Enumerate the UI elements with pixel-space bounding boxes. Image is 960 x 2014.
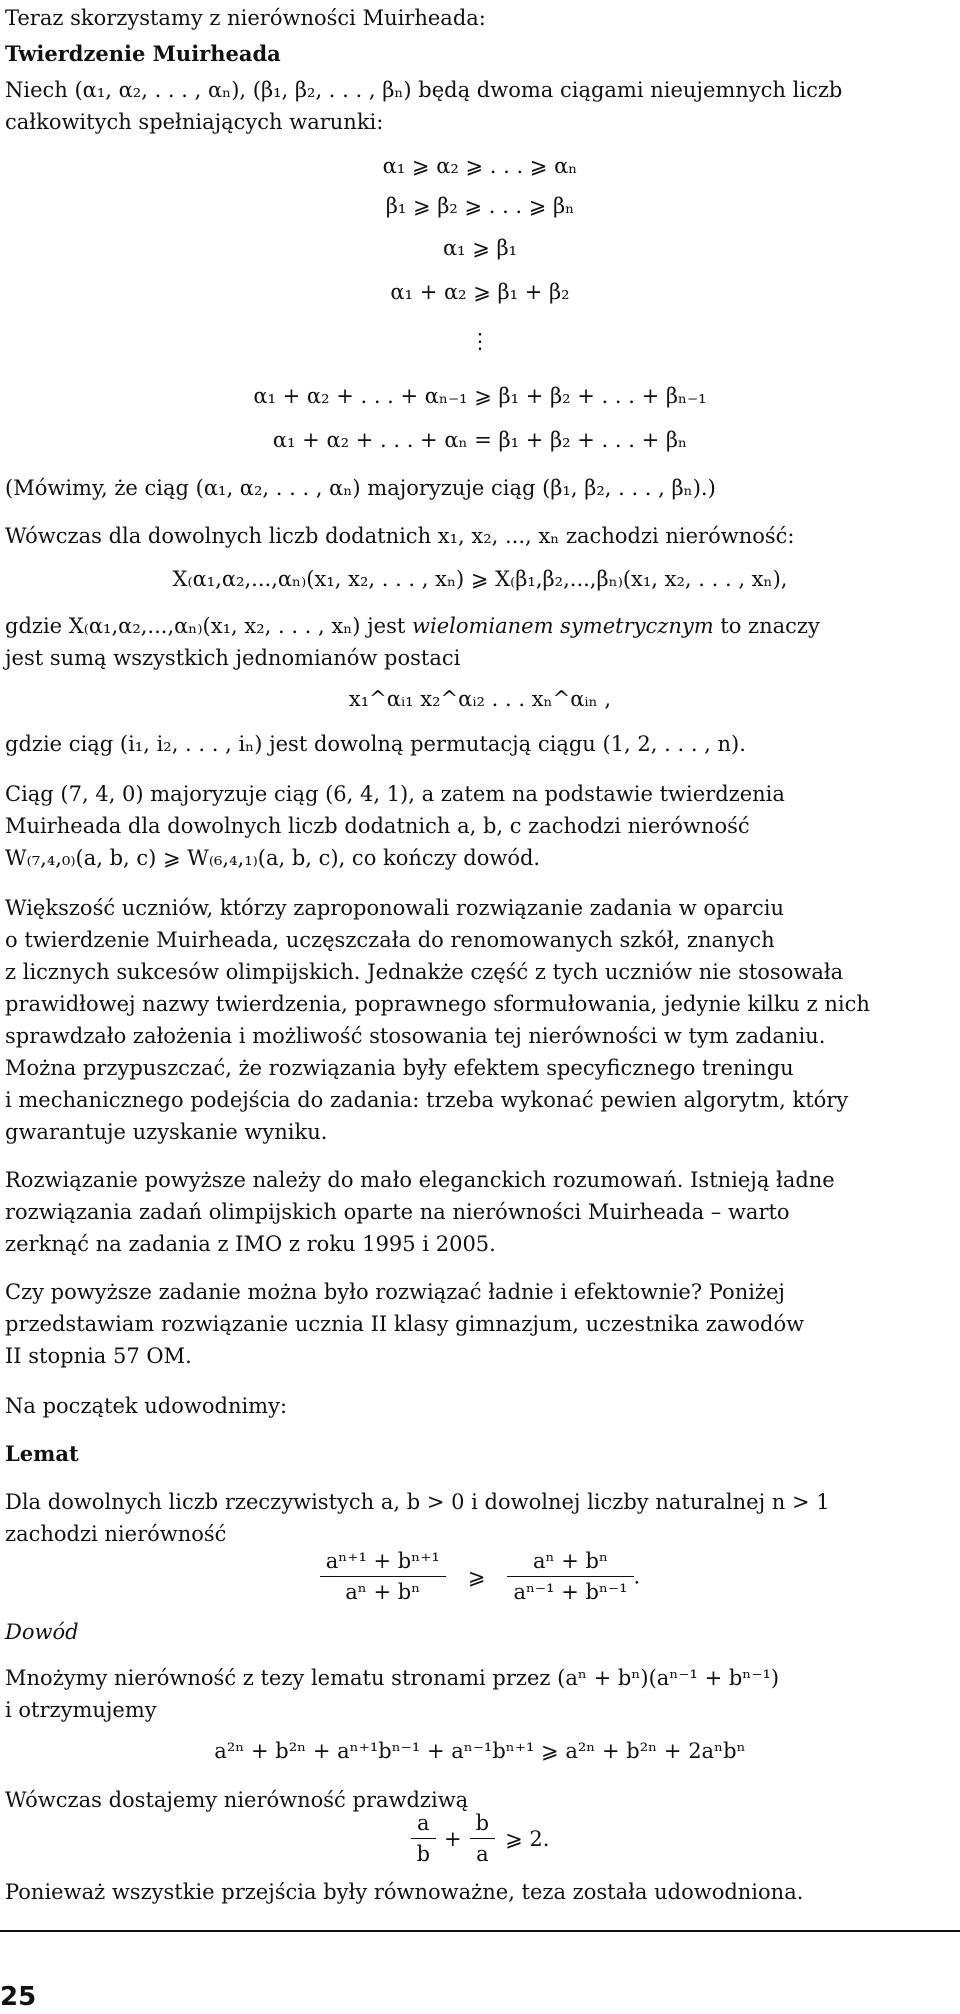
theorem-intro-line-2: całkowitych spełniających warunki:	[5, 110, 384, 134]
sum-line: jest sumą wszystkich jednomianów postaci	[5, 646, 461, 670]
theorem-heading: Twierdzenie Muirheada	[5, 41, 281, 66]
then-true-line: Wówczas dostajemy nierówność prawdziwą	[5, 1788, 469, 1812]
paragraph-4-line-1: Czy powyższe zadanie można było rozwiązać ładnie i efektownie? Poniżej	[5, 1280, 785, 1304]
paragraph-2-line-7: i mechanicznego podejścia do zadania: trzeba wykonać pewien algorytm, który	[5, 1088, 849, 1112]
proof-text-line-1: Mnożymy nierówność z tezy lematu stronami przez (aⁿ + bⁿ)(aⁿ⁻¹ + bⁿ⁻¹)	[5, 1666, 780, 1690]
condition-2: β₁ ⩾ β₂ ⩾ . . . ⩾ βₙ	[385, 194, 575, 218]
lemma-right-fraction	[507, 1546, 633, 1607]
final-fraction-2-denominator: a	[476, 1842, 489, 1866]
where-pre: gdzie X₍α₁,α₂,...,αₙ₎(x₁, x₂, . . . , xₙ) jest	[5, 614, 412, 638]
paragraph-3-line-3: zerknąć na zadania z IMO z roku 1995 i 2005.	[5, 1232, 496, 1256]
paragraph-2-line-8: gwarantuje uzyskanie wyniku.	[5, 1120, 328, 1144]
begin-line: Na początek udowodnimy:	[5, 1394, 288, 1418]
paragraph-4-line-2: przedstawiam rozwiązanie ucznia II klasy gimnazjum, uczestnika zawodów	[5, 1312, 805, 1336]
final-tail: ⩾ 2.	[505, 1826, 550, 1851]
final-fraction-2	[470, 1808, 495, 1869]
main-inequality: X₍α₁,α₂,...,αₙ₎(x₁, x₂, . . . , xₙ) ⩾ X₍β₁,β₂,...,βₙ₎(x₁, x₂, . . . , xₙ),	[172, 567, 788, 591]
lemma-left-fraction	[320, 1546, 446, 1607]
footer-rule	[0, 1930, 960, 1932]
paragraph-4-line-3: II stopnia 57 OM.	[5, 1344, 192, 1368]
paragraph-2-line-1: Większość uczniów, którzy zaproponowali rozwiązanie zadania w oparciu	[5, 896, 785, 920]
theorem-intro-line-1: Niech (α₁, α₂, . . . , αₙ), (β₁, β₂, . . . , βₙ) będą dwoma ciągami nieujemnych liczb	[5, 78, 843, 102]
paragraph-2-line-3: z licznych sukcesów olimpijskich. Jednakże część z tych uczniów nie stosowała	[5, 960, 844, 984]
paragraph-1-line-3: W₍₇,₄,₀₎(a, b, c) ⩾ W₍₆,₄,₁₎(a, b, c), co kończy dowód.	[5, 846, 541, 870]
paragraph-2-line-6: Można przypuszczać, że rozwiązania były efektem specyficznego treningu	[5, 1056, 794, 1080]
lemma-right-numerator: aⁿ + bⁿ	[507, 1546, 633, 1577]
proof-text-line-2: i otrzymujemy	[5, 1698, 157, 1722]
monomial-formula: x₁^αᵢ₁ x₂^αᵢ₂ . . . xₙ^αᵢₙ ,	[348, 687, 612, 711]
then-line: Wówczas dla dowolnych liczb dodatnich x₁, x₂, ..., xₙ zachodzi nierówność:	[5, 524, 795, 548]
lemma-heading: Lemat	[5, 1441, 79, 1466]
permutation-line: gdzie ciąg (i₁, i₂, . . . , iₙ) jest dowolną permutacją ciągu (1, 2, . . . , n).	[5, 732, 746, 756]
page-number: 25	[0, 1982, 37, 2012]
lemma-left-denominator: aⁿ + bⁿ	[345, 1580, 421, 1604]
majorizes-note: (Mówimy, że ciąg (α₁, α₂, . . . , αₙ) majoryzuje ciąg (β₁, β₂, . . . , βₙ).)	[5, 476, 716, 500]
paragraph-1-line-1: Ciąg (7, 4, 0) majoryzuje ciąg (6, 4, 1), a zatem na podstawie twierdzenia	[5, 782, 785, 806]
intro-line: Teraz skorzystamy z nierówności Muirheada:	[5, 6, 486, 30]
symmetric-polynomial-term: wielomianem symetrycznym	[412, 614, 714, 638]
lemma-right-denominator: aⁿ⁻¹ + bⁿ⁻¹	[513, 1580, 628, 1604]
proof-inequality: a²ⁿ + b²ⁿ + aⁿ⁺¹bⁿ⁻¹ + aⁿ⁻¹bⁿ⁺¹ ⩾ a²ⁿ + b²ⁿ + 2aⁿbⁿ	[214, 1739, 746, 1763]
lemma-inequality	[0, 1546, 960, 1607]
condition-n: α₁ + α₂ + . . . + αₙ = β₁ + β₂ + . . . + βₙ	[272, 428, 688, 452]
paragraph-3-line-2: rozwiązania zadań olimpijskich oparte na nierówności Muirheada – warto	[5, 1200, 790, 1224]
lemma-text-line-2: zachodzi nierówność	[5, 1522, 227, 1546]
paragraph-2-line-4: prawidłowej nazwy twierdzenia, poprawnego sformułowania, jedynie kilku z nich	[5, 992, 870, 1016]
lemma-tail: .	[633, 1564, 641, 1589]
paragraph-3-line-1: Rozwiązanie powyższe należy do mało eleganckich rozumowań. Istnieją ładne	[5, 1168, 835, 1192]
condition-1: α₁ ⩾ α₂ ⩾ . . . ⩾ αₙ	[382, 154, 578, 178]
paragraph-2-line-2: o twierdzenie Muirheada, uczęszczała do renomowanych szkół, znanych	[5, 928, 775, 952]
condition-3: α₁ ⩾ β₁	[442, 236, 518, 260]
final-fraction-1-numerator: a	[411, 1808, 436, 1839]
where-post: to znaczy	[713, 614, 820, 638]
conclusion-line: Ponieważ wszystkie przejścia były równoważne, teza została udowodniona.	[5, 1880, 804, 1904]
final-inequality	[0, 1808, 960, 1869]
paragraph-1-line-2: Muirheada dla dowolnych liczb dodatnich a, b, c zachodzi nierówność	[5, 814, 750, 838]
paragraph-2-line-5: sprawdzało założenia i możliwość stosowania tej nierówności w tym zadaniu.	[5, 1024, 826, 1048]
proof-heading: Dowód	[5, 1620, 79, 1644]
condition-vdots: ⋮	[469, 329, 491, 353]
final-plus: +	[444, 1826, 462, 1851]
final-fraction-1	[411, 1808, 436, 1869]
lemma-text-line-1: Dla dowolnych liczb rzeczywistych a, b > 0 i dowolnej liczby naturalnej n > 1	[5, 1490, 830, 1514]
lemma-left-numerator: aⁿ⁺¹ + bⁿ⁺¹	[320, 1546, 446, 1577]
condition-n-minus-1: α₁ + α₂ + . . . + αₙ₋₁ ⩾ β₁ + β₂ + . . . + βₙ₋₁	[253, 384, 707, 408]
final-fraction-1-denominator: b	[416, 1842, 431, 1866]
lemma-relation: ⩾	[467, 1564, 486, 1589]
where-line	[5, 610, 920, 642]
final-fraction-2-numerator: b	[470, 1808, 495, 1839]
condition-4: α₁ + α₂ ⩾ β₁ + β₂	[390, 280, 570, 304]
